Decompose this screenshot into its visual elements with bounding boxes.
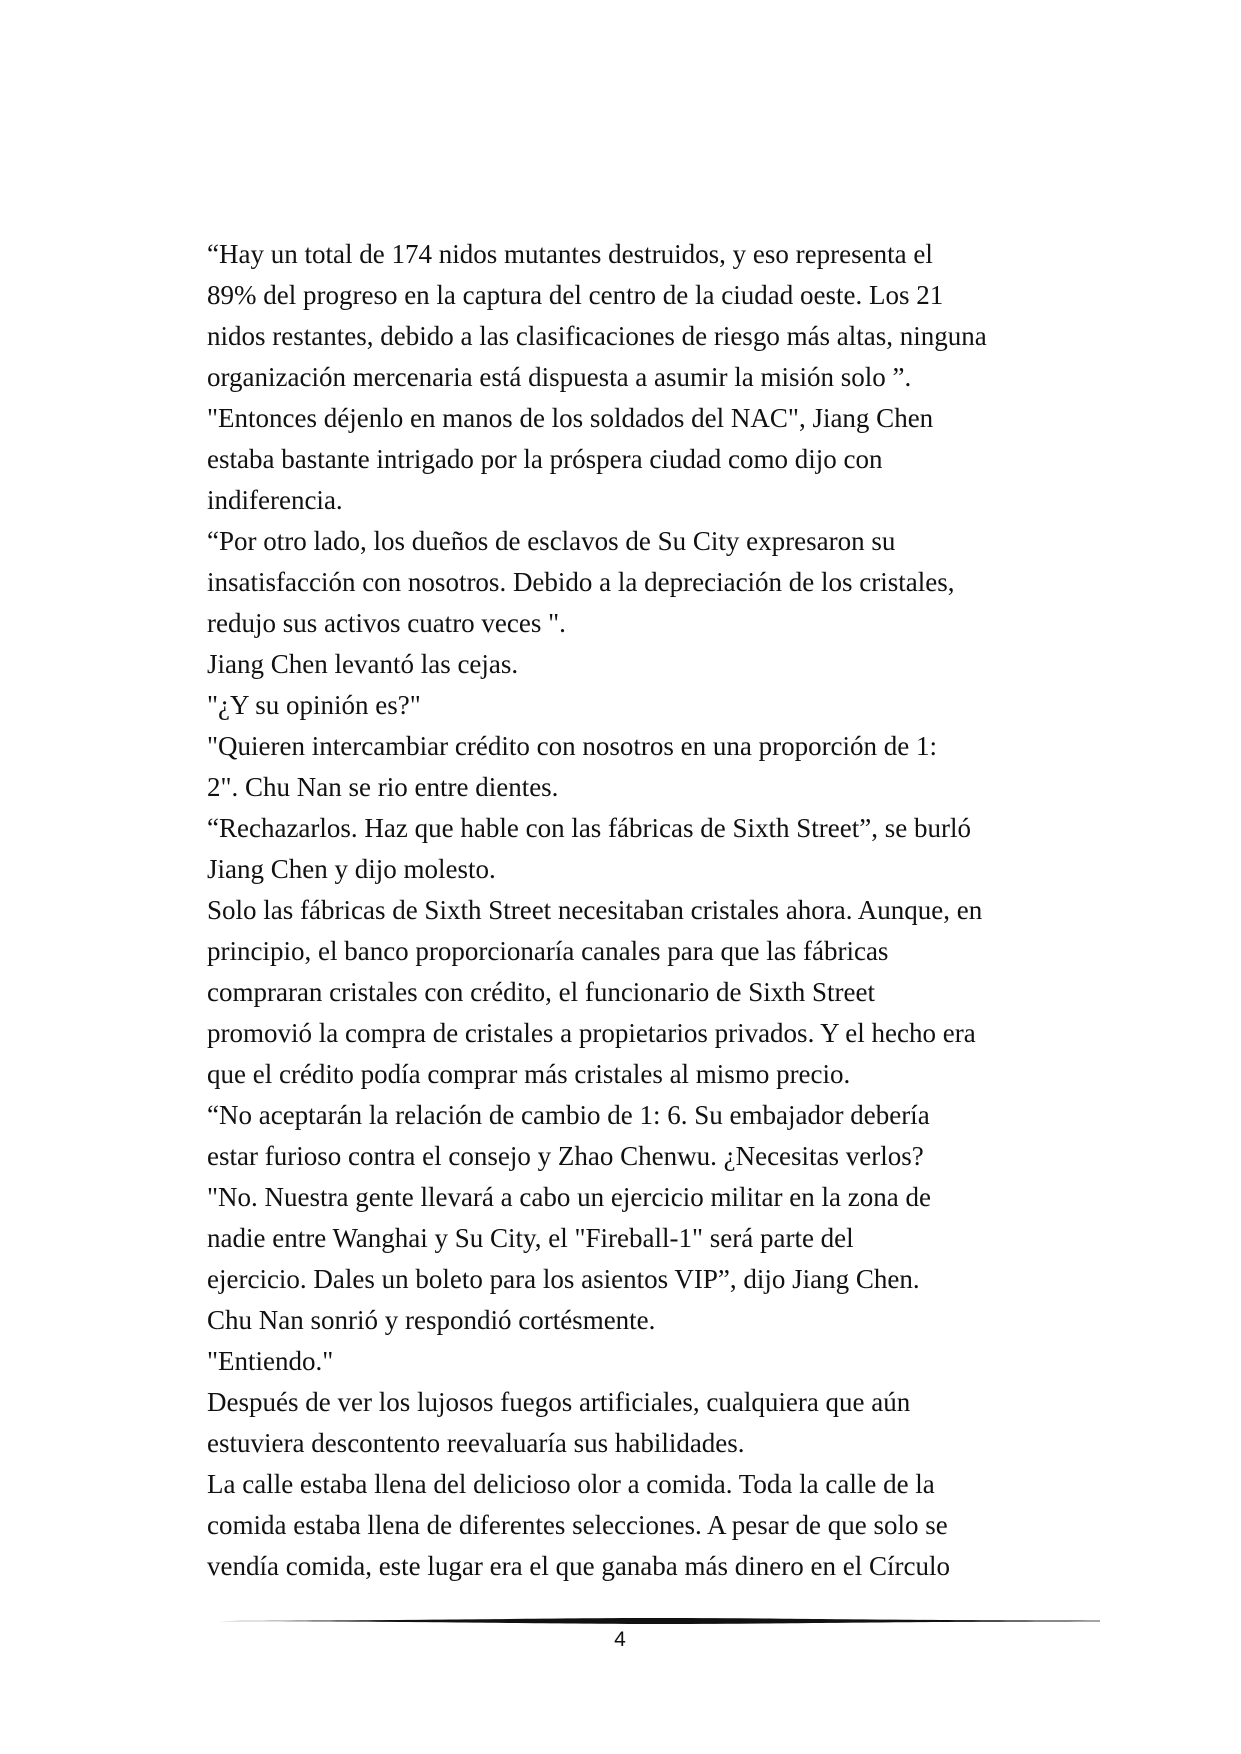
text-line: "Quieren intercambiar crédito con nosotros en una proporción de 1: <box>207 731 938 761</box>
text-line: organización mercenaria está dispuesta a asumir la misión solo ”. <box>207 362 912 392</box>
text-line: estuviera descontento reevaluaría sus habilidades. <box>207 1428 745 1458</box>
text-line: Jiang Chen y dijo molesto. <box>207 854 496 884</box>
text-line: “Rechazarlos. Haz que hable con las fábricas de Sixth Street”, se burló <box>207 813 971 843</box>
text-line: compraran cristales con crédito, el funcionario de Sixth Street <box>207 977 876 1007</box>
text-line: estaba bastante intrigado por la próspera ciudad como dijo con <box>207 444 883 474</box>
text-line: principio, el banco proporcionaría canales para que las fábricas <box>207 936 889 966</box>
text-line: promovió la compra de cristales a propietarios privados. Y el hecho era <box>207 1018 976 1048</box>
text-line: Después de ver los lujosos fuegos artificiales, cualquiera que aún <box>207 1387 911 1417</box>
text-line: Chu Nan sonrió y respondió cortésmente. <box>207 1305 656 1335</box>
footer-rule <box>206 1617 1100 1625</box>
text-line: "No. Nuestra gente llevará a cabo un ejercicio militar en la zona de <box>207 1182 931 1212</box>
text-line: "Entiendo." <box>207 1346 334 1376</box>
text-line: ejercicio. Dales un boleto para los asientos VIP”, dijo Jiang Chen. <box>207 1264 920 1294</box>
text-line: nadie entre Wanghai y Su City, el "Fireball-1" será parte del <box>207 1223 854 1253</box>
text-line: “Hay un total de 174 nidos mutantes destruidos, y eso representa el <box>207 239 933 269</box>
text-line: "¿Y su opinión es?" <box>207 690 421 720</box>
text-line: 89% del progreso en la captura del centro de la ciudad oeste. Los 21 <box>207 280 944 310</box>
text-line: vendía comida, este lugar era el que ganaba más dinero en el Círculo <box>207 1551 950 1581</box>
text-line: 2". Chu Nan se rio entre dientes. <box>207 772 559 802</box>
text-line: indiferencia. <box>207 485 343 515</box>
text-line: comida estaba llena de diferentes selecciones. A pesar de que solo se <box>207 1510 948 1540</box>
text-line: “Por otro lado, los dueños de esclavos de Su City expresaron su <box>207 526 896 556</box>
text-line: Solo las fábricas de Sixth Street necesitaban cristales ahora. Aunque, en <box>207 895 983 925</box>
body-text <box>207 234 1087 1587</box>
text-line: redujo sus activos cuatro veces ". <box>207 608 566 638</box>
text-line: nidos restantes, debido a las clasificaciones de riesgo más altas, ninguna <box>207 321 987 351</box>
text-line: insatisfacción con nosotros. Debido a la depreciación de los cristales, <box>207 567 955 597</box>
text-line: Jiang Chen levantó las cejas. <box>207 649 519 679</box>
text-line: La calle estaba llena del delicioso olor a comida. Toda la calle de la <box>207 1469 935 1499</box>
text-line: "Entonces déjenlo en manos de los soldados del NAC", Jiang Chen <box>207 403 934 433</box>
text-line: estar furioso contra el consejo y Zhao Chenwu. ¿Necesitas verlos? <box>207 1141 924 1171</box>
text-line: “No aceptarán la relación de cambio de 1: 6. Su embajador debería <box>207 1100 930 1130</box>
text-line: que el crédito podía comprar más cristales al mismo precio. <box>207 1059 851 1089</box>
page-number: 4 <box>614 1628 626 1651</box>
